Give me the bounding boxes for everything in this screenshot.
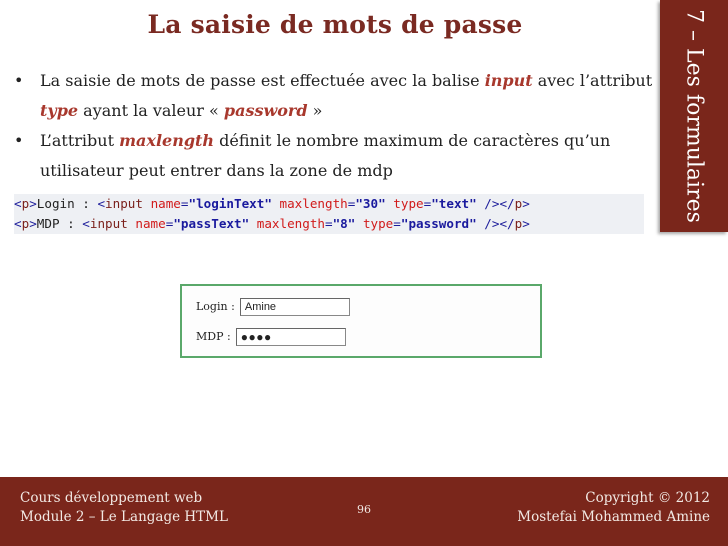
copyright-text: Copyright © 2012 [585, 490, 710, 506]
code-tag: p [514, 216, 523, 231]
bullet-text: avec l’attribut [532, 71, 653, 90]
footer-module-name: Module 2 – Le Langage HTML [20, 509, 228, 525]
author-name: Mostefai Mohammed Amine [517, 509, 710, 525]
code-tag: input [89, 216, 128, 231]
footer-copyright [517, 489, 710, 527]
keyword-password: password [223, 101, 308, 120]
bullet-text: ayant la valeur « [78, 101, 224, 120]
code-value: "30" [355, 196, 386, 211]
code-text: MDP : [36, 216, 83, 231]
bullet-text: L’attribut [40, 131, 120, 150]
code-attr: type [362, 216, 394, 231]
code-value: "loginText" [188, 196, 272, 211]
demo-login-row [196, 296, 350, 318]
mdp-label: MDP : [196, 330, 231, 343]
bullet-marker: • [14, 131, 24, 150]
code-tag: input [105, 196, 143, 211]
bullet-list [14, 66, 654, 186]
login-label: Login : [196, 300, 235, 313]
section-tab [660, 0, 728, 232]
code-value: "passText" [173, 216, 250, 231]
bullet-item [14, 66, 654, 126]
bullet-text: La saisie de mots de passe est effectuée avec la balise [40, 71, 485, 90]
page-number: 96 [357, 503, 371, 516]
code-tag: p [21, 216, 30, 231]
code-value: "8" [332, 216, 356, 231]
code-value: "password" [400, 216, 477, 231]
footer-course-name: Cours développement web [20, 490, 203, 506]
bullet-item [14, 126, 654, 186]
keyword-type: type [40, 101, 79, 120]
bullet-marker: • [14, 71, 24, 90]
login-input[interactable]: Amine [240, 298, 350, 316]
bullet-text: utilisateur peut entrer dans la zone de mdp [40, 161, 393, 180]
code-tag: p [514, 196, 523, 211]
code-line-password: <p>MDP : <input name="passText" maxlength="8" type="password" /></p> [14, 214, 644, 234]
section-tab-label: 7 – Les formulaires [681, 9, 707, 223]
code-value: "text" [431, 196, 477, 211]
password-input[interactable]: ●●●● [236, 328, 346, 346]
footer-bar [0, 477, 728, 546]
bullet-text: définit le nombre maximum de caractères qu’un [214, 131, 611, 150]
code-attr: name [135, 216, 166, 231]
code-text: Login : [36, 196, 98, 211]
keyword-input: input [484, 71, 533, 90]
code-line-login: <p>Login : <input name="loginText" maxlength="30" type="text" /></p> [14, 194, 644, 214]
code-tag: p [21, 196, 30, 211]
code-attr: maxlength [256, 216, 325, 231]
demo-password-row [196, 326, 346, 348]
code-attr: type [393, 196, 424, 211]
bullet-text: » [307, 101, 323, 120]
code-close: /></ [476, 196, 515, 211]
code-close: /></ [476, 216, 515, 231]
code-attr: maxlength [279, 196, 348, 211]
code-attr: name [150, 196, 181, 211]
form-demo-screenshot [180, 284, 542, 358]
slide-title: La saisie de mots de passe [147, 10, 523, 39]
keyword-maxlength: maxlength [119, 131, 215, 150]
